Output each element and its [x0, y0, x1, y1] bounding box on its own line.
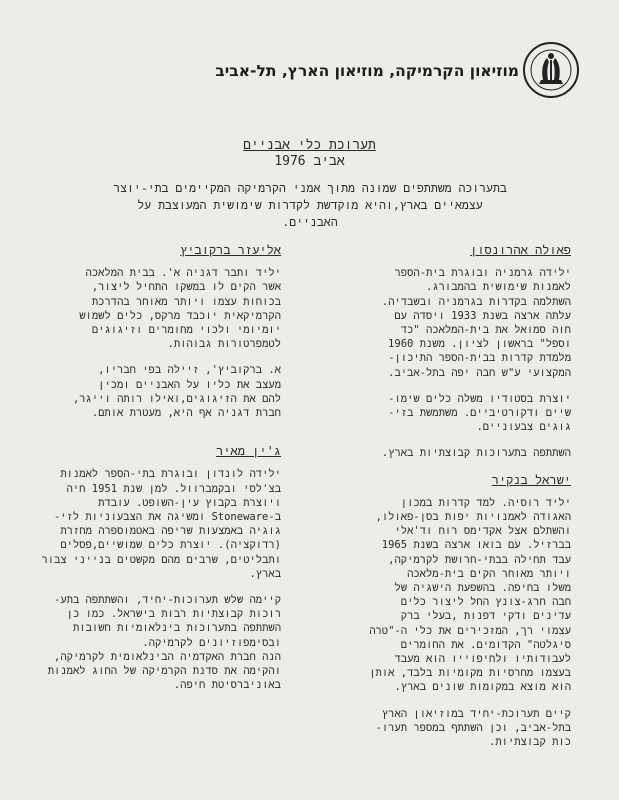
left-column	[41, 243, 281, 704]
artist-bio-paragraph: יוצרת בסטודיו משלה כלים שימו- שיים ודקורטיביים. משתמשת בזי- גוגים צבעוניים.	[388, 392, 571, 434]
artist-bio-paragraph: יליד ותבר דגניה א'. בבית המלאכה אשר הקים לו במשקו התחיל ליצור, בכוחות עצמו ויותר מאוחר בהדרכת הקרמיקאית יוכבד מרקס, כלים לשמוש יומיומי ולכוי מחומרים וזיגוגים לטמפרטורות גבוהות.	[79, 267, 281, 351]
right-column	[341, 243, 571, 761]
artist-bio-paragraph: קיימה שלש תערוכות-יחיד, והשתתפה בתע- רוכות קבוצתיות רבות בישראל. כמו כן השתתפה בתערוכות בינלאומיות חשובות ובסימפוזיונים לקרמיקה. הנה חברת האקדמיה הבינלאומית לקרמיקה, והקימה את סדנת הקרמיקה של החוג לאמנות באוניברסיטת חיפה.	[47, 594, 281, 692]
artist-bio-paragraph: יליד רוסיה. למד קדרות במכון האגודה לאמנויות יפות בסן-פאולו, והשתלם אצל אקדימס רוח וד'אלי בברזיל. עם בואו ארצה בשנת 1965 עבד תחילה בבתי-חרושת לקרמיקה, ויותר מאוחר הקים בית-מלאכה משלו בחיפה. בהשפעת הישגיה של חבה חרג-צונץ החל ליצור כלים עדינים ודקי דפנות ,בעלי ברק עצמוי רך, המזכירים את כלי ה-"טרה סיגלטה" הקדומים. את החומרים לעבודותיו ולחיפוייו הוא מעבד בעצמו מחרסיות מקומיות בלבד, אותן הוא מוצא במקומות שונים בארץ.	[369, 496, 571, 694]
exhibition-intro: בתערוכה משתתפים שמונה מתוך אמני הקרמיקה המקיימים בתי-יוצר עצמאיים בארץ,והיא מוקדשת לקדרות שימושית המעוצבת על האבניים.	[113, 181, 507, 229]
artist-bio-paragraph: א. ברקוביץ', זיילה בפי חבריו, מעצב את כליו על האבניים ומכין להם את הזיגוגים,ואילו רותה וייגר, חברת דגניה אף היא, מעטרת אותם.	[72, 364, 281, 420]
museum-name-header: מוזיאון הקרמיקה, מוזיאון הארץ, תל-אביב	[215, 62, 519, 80]
exhibition-date: אביב 1976	[274, 154, 345, 169]
artist-name: ג'ין מאיר	[216, 444, 281, 459]
artist-bio-paragraph: ילידה גרמניה ובוגרת בית-הספר לאמנות שימושית בהמבורג. השתלמה בקדרות בגרמניה ובשבדיה. עלתה ארצה בשנת 1933 ויסדה עם חוה סמואל את בית-המלאכה "כד וספל" בראשון לציון. משנת 1960 מלמדת קדרות בבית-הספר התיכון- המקצועי ע"ש חבה יפה בתל-אביב.	[381, 267, 571, 379]
artist-bio-paragraph: קיים תערוכת-יחיד במוזיאון הארץ בתל-אביב, וכן השתתף במספר תערו- כות קבוצתיות.	[375, 707, 571, 749]
exhibition-title: תערוכת כלי אבניים	[243, 138, 376, 153]
artist-name: ישראל בנקיר	[491, 472, 571, 487]
artist-bio-paragraph: השתתפה בתערוכות קבוצתיות בארץ.	[381, 447, 571, 460]
artist-name: פאולה אהרונסון	[470, 243, 571, 257]
artist-bio-paragraph: ילידה לונדון ובוגרת בתי-הספר לאמנות בצ'לסי ובקמברוול. למן שנת 1951 חיה ויוצרת בקבוץ עין-השופט. עובדת ב-Stoneware ומשיגה את הצבעוניות לזי- גוגיה באמצעות שריפה באטמוספרה מחזרת (רדוקציה). יוצרת כלים שמושיים,פסלים ותבליטים, שרבים מהם מקשטים בנייני צבור בארץ.	[41, 468, 281, 580]
museum-emblem-icon	[521, 40, 581, 100]
artist-name: אליעזר ברקוביץ	[180, 243, 281, 257]
